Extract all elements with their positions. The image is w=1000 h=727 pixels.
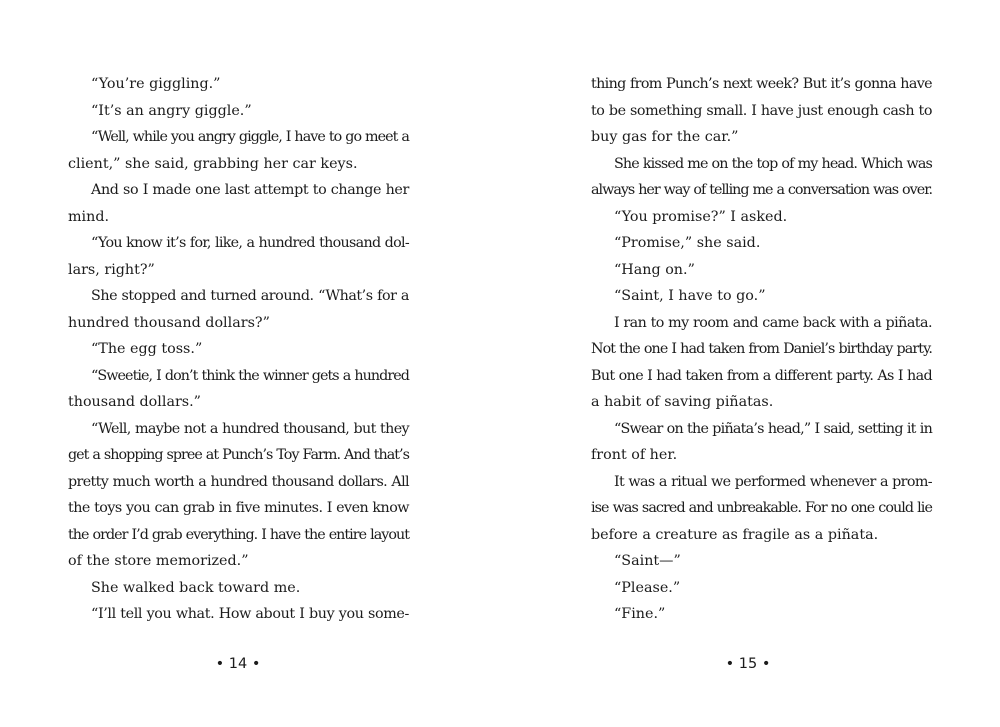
text-line: “Fine.” (614, 606, 666, 622)
text-line: But one I had taken from a different party. As I had (591, 367, 932, 384)
text-line: “You promise?” I asked. (614, 208, 788, 225)
text-line: before a creature as fragile as a piñata. (591, 526, 879, 543)
text-line: hundred thousand dollars?” (68, 314, 270, 331)
text-line: “I’ll tell you what. How about I buy you some- (91, 606, 409, 622)
text-line: “The egg toss.” (91, 341, 203, 357)
text-line: And so I made one last attempt to change her (91, 182, 409, 198)
text-line: lars, right?” (68, 261, 155, 278)
text-line: “Saint, I have to go.” (614, 288, 766, 304)
text-line: She stopped and turned around. “What’s for a (91, 288, 409, 304)
left-page-text (68, 71, 409, 628)
text-line: “Well, maybe not a hundred thousand, but they (91, 420, 409, 437)
text-line: ise was sacred and unbreakable. For no one could lie (591, 500, 932, 516)
text-line: pretty much worth a hundred thousand dollars. All (68, 473, 409, 490)
text-line: “You’re giggling.” (91, 76, 221, 92)
text-line: a habit of saving piñatas. (591, 394, 774, 410)
text-line: She walked back toward me. (91, 579, 301, 596)
text-line: the order I’d grab everything. I have the entire layout (68, 526, 409, 543)
text-line: to be something small. I have just enough cash to (591, 102, 932, 119)
text-line: thousand dollars.” (68, 394, 201, 410)
text-line: She kissed me on the top of my head. Which was (614, 155, 932, 172)
text-line: “Promise,” she said. (614, 235, 761, 251)
text-line: “Saint—” (614, 553, 681, 569)
page-number: • 14 • (215, 656, 261, 672)
text-line: “Please.” (614, 579, 681, 596)
text-line: get a shopping spree at Punch’s Toy Farm. And that’s (68, 447, 409, 463)
text-line: always her way of telling me a conversation was over. (591, 182, 932, 198)
text-line: I ran to my room and came back with a piñata. (614, 314, 932, 331)
text-line: of the store memorized.” (68, 553, 249, 569)
text-line: “It’s an angry giggle.” (91, 102, 252, 119)
text-line: It was a ritual we performed whenever a prom- (614, 473, 932, 490)
text-line: “Well, while you angry giggle, I have to go meet a (91, 129, 409, 145)
text-line: front of her. (591, 447, 678, 463)
text-line: “Sweetie, I don’t think the winner gets a hundred (91, 367, 409, 384)
text-line: client,” she said, grabbing her car keys. (68, 155, 358, 172)
text-line: “Swear on the piñata’s head,” I said, setting it in (614, 420, 932, 437)
text-line: buy gas for the car.” (591, 129, 739, 145)
right-page (500, 0, 1000, 727)
page-number: • 15 • (725, 656, 771, 672)
text-line: Not the one I had taken from Daniel’s birthday party. (591, 341, 932, 357)
text-line: “Hang on.” (614, 261, 695, 278)
text-line: thing from Punch’s next week? But it’s gonna have (591, 76, 932, 92)
right-page-text (591, 71, 932, 628)
text-line: “You know it’s for, like, a hundred thousand dol- (91, 235, 409, 251)
text-line: the toys you can grab in five minutes. I even know (68, 500, 409, 516)
text-line: mind. (68, 208, 110, 225)
